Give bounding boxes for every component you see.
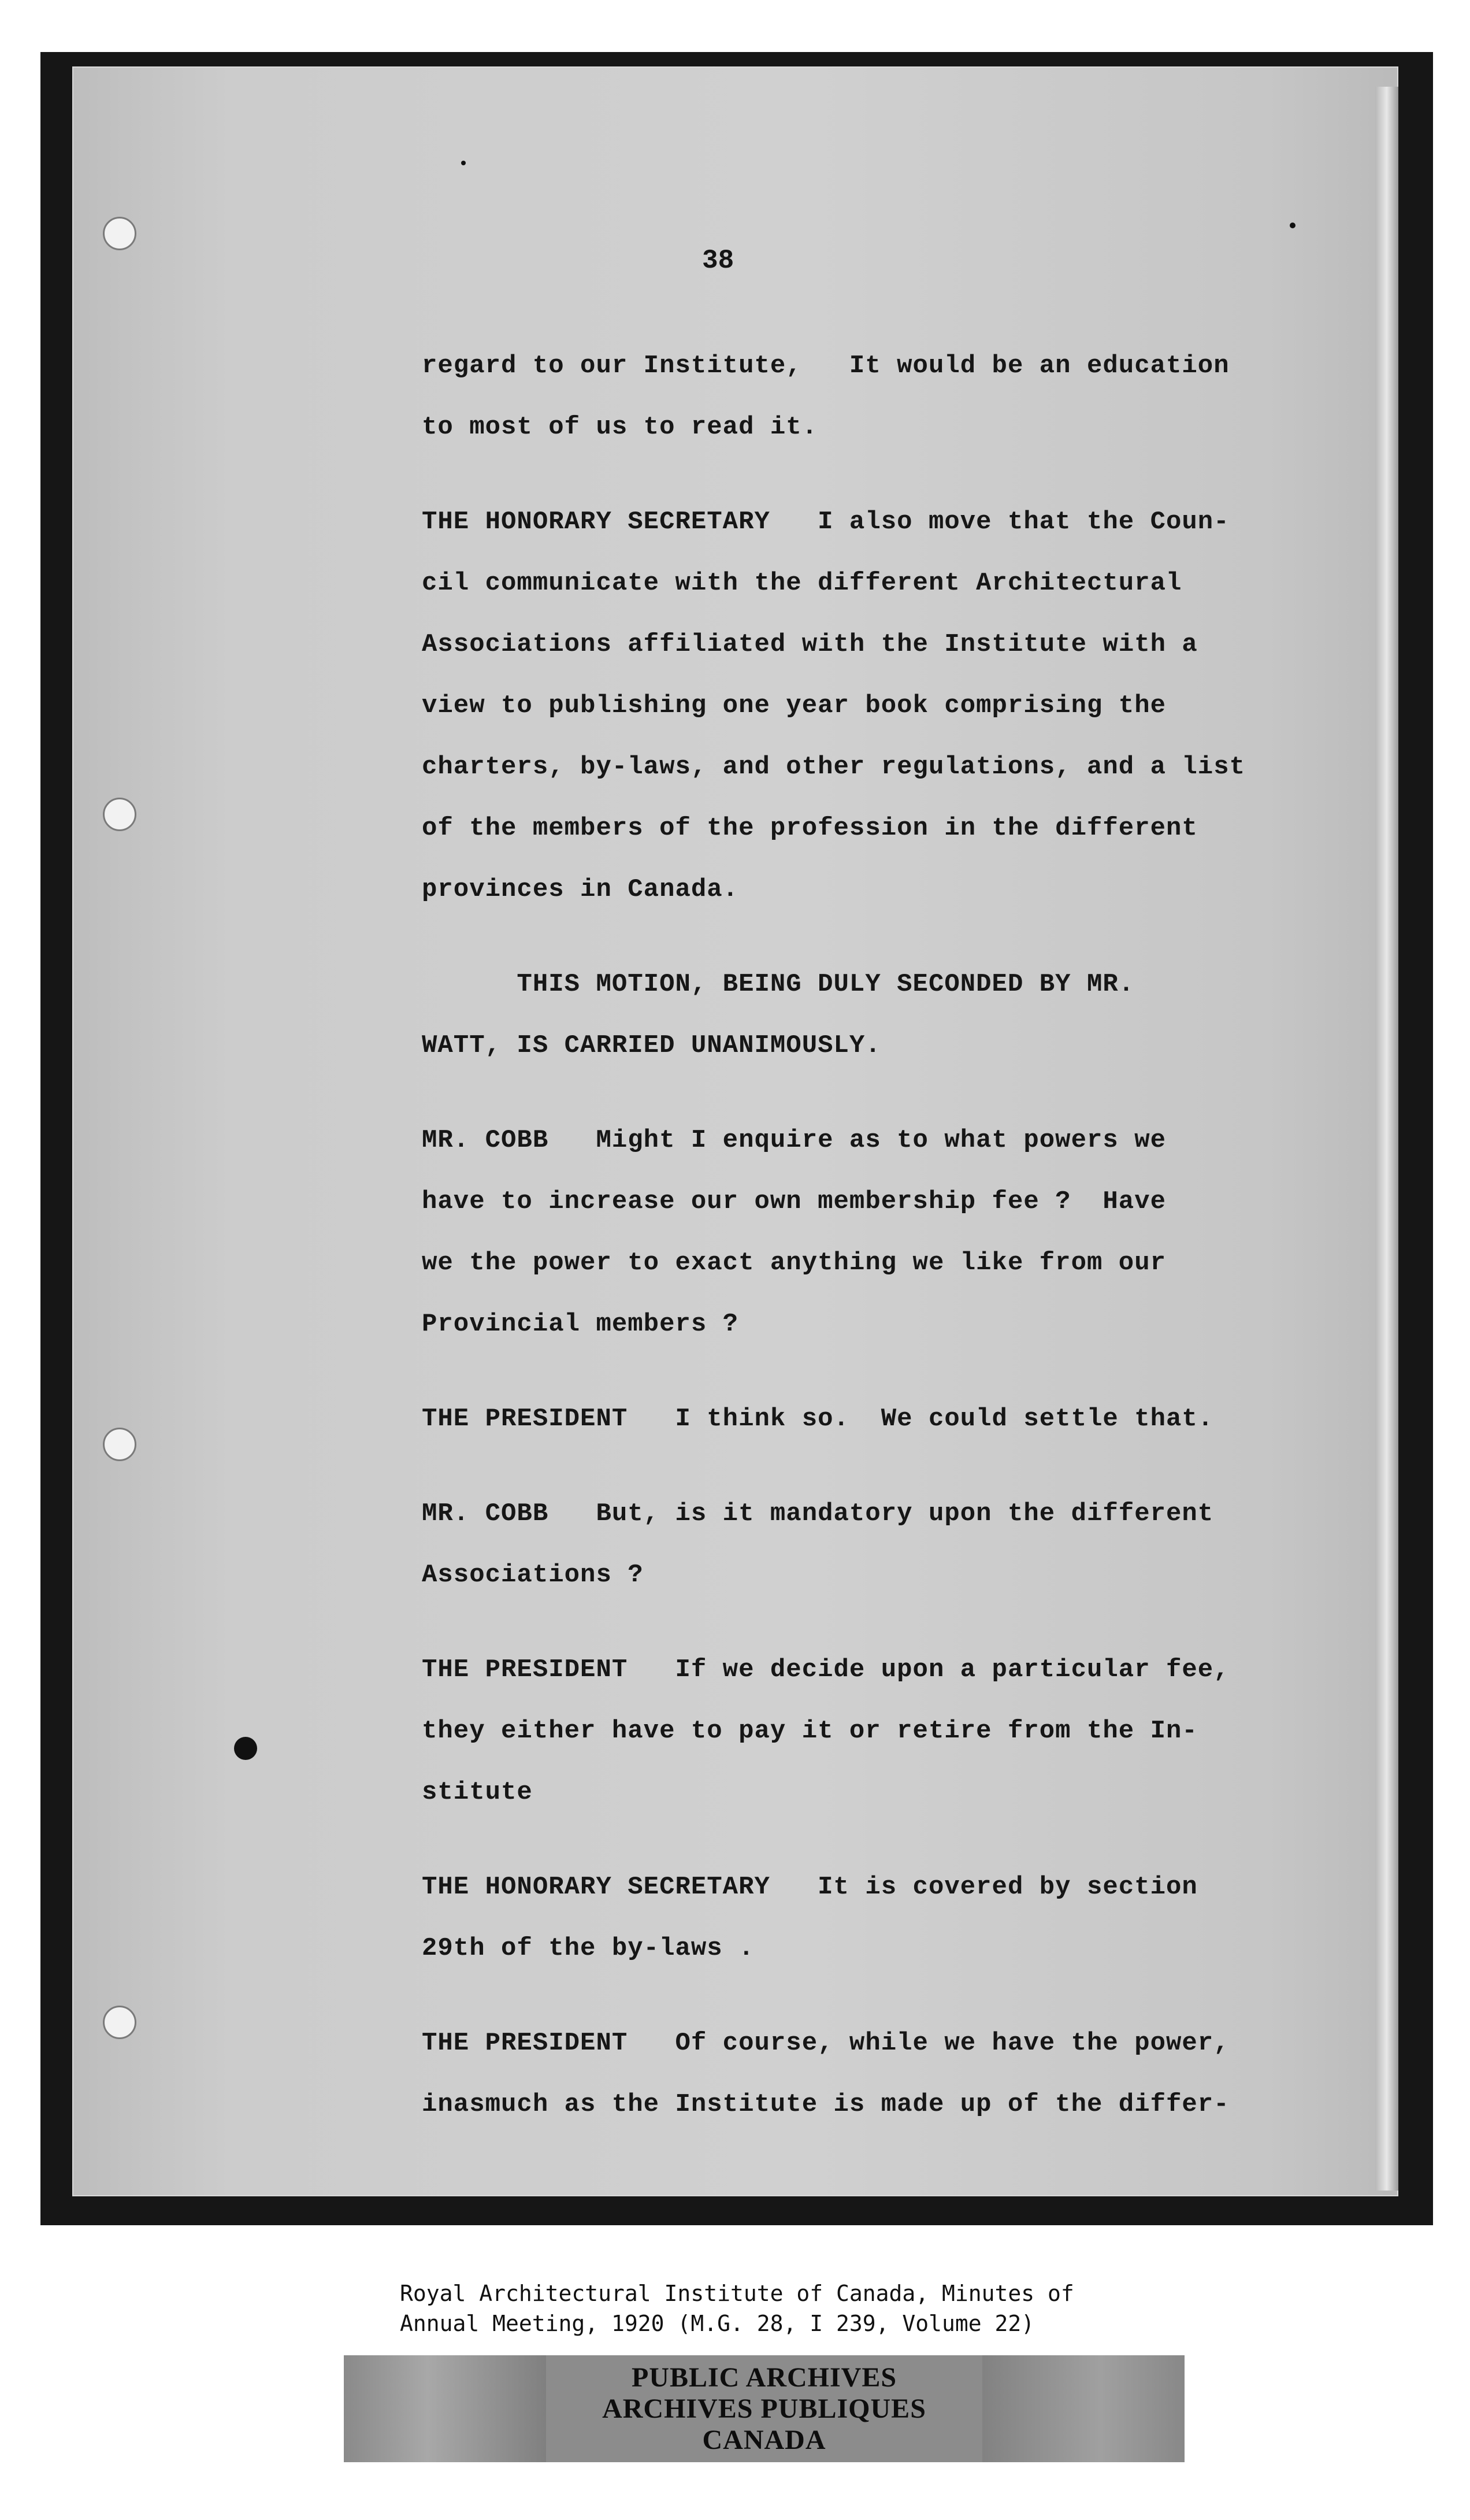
text-line: charters, by-laws, and other regulations, and a list xyxy=(422,753,1246,781)
text-line: THE PRESIDENT Of course, while we have the power, xyxy=(422,2029,1230,2058)
text-line: view to publishing one year book comprising the xyxy=(422,691,1167,720)
citation-line-2: Annual Meeting, 1920 (M.G. 28, I 239, Volume 22) xyxy=(400,2311,1035,2336)
text-line: Provincial members ? xyxy=(422,1310,739,1339)
text-line: Associations ? xyxy=(422,1561,644,1589)
text-line: MR. COBB But, is it mandatory upon the different xyxy=(422,1499,1214,1528)
punch-hole-icon xyxy=(103,798,136,831)
text-line: we the power to exact anything we like from our xyxy=(422,1248,1167,1277)
paragraph-gap xyxy=(422,458,1306,491)
stamp-line-1: PUBLIC ARCHIVES xyxy=(631,2362,897,2393)
archive-citation-label xyxy=(364,2271,1138,2347)
text-line: MR. COBB Might I enquire as to what powers we xyxy=(422,1126,1167,1155)
text-line: regard to our Institute, It would be an education xyxy=(422,351,1230,380)
archive-stamp-band xyxy=(344,2355,1185,2462)
text-line: have to increase our own membership fee ? Have xyxy=(422,1187,1167,1216)
text-line: 29th of the by-laws . xyxy=(422,1934,755,1963)
paragraph-gap xyxy=(422,1823,1306,1856)
text-line: THIS MOTION, BEING DULY SECONDED BY MR. xyxy=(422,970,1135,999)
paragraph-gap xyxy=(422,1606,1306,1639)
text-line: to most of us to read it. xyxy=(422,413,818,442)
ink-speck xyxy=(1290,223,1295,228)
archive-stamp xyxy=(546,2355,982,2462)
text-line: cil communicate with the different Architectural xyxy=(422,569,1182,598)
citation-line-1: Royal Architectural Institute of Canada, Minutes of xyxy=(400,2281,1074,2306)
paragraph-gap xyxy=(422,920,1306,954)
paragraph-gap xyxy=(422,1076,1306,1110)
text-line: they either have to pay it or retire from the In- xyxy=(422,1717,1198,1746)
text-line: provinces in Canada. xyxy=(422,875,739,904)
text-line: THE PRESIDENT If we decide upon a particular fee, xyxy=(422,1655,1230,1684)
text-line: THE HONORARY SECRETARY It is covered by section xyxy=(422,1873,1198,1902)
text-line: THE PRESIDENT I think so. We could settle that. xyxy=(422,1404,1214,1433)
text-line: Associations affiliated with the Institute with a xyxy=(422,630,1198,659)
text-line: THE HONORARY SECRETARY I also move that the Coun- xyxy=(422,507,1230,536)
page-edge xyxy=(1375,87,1398,2191)
paragraph-gap xyxy=(422,1450,1306,1483)
text-line: inasmuch as the Institute is made up of the differ- xyxy=(422,2090,1230,2119)
text-line: of the members of the profession in the different xyxy=(422,814,1198,843)
ink-blot xyxy=(234,1737,257,1760)
page-number: 38 xyxy=(702,246,734,276)
stamp-line-2: ARCHIVES PUBLIQUES xyxy=(602,2393,926,2424)
text-line: stitute xyxy=(422,1778,533,1807)
paragraph-gap xyxy=(422,1355,1306,1388)
punch-hole-icon xyxy=(103,217,136,250)
stamp-line-3: CANADA xyxy=(702,2424,826,2455)
paragraph-gap xyxy=(422,1979,1306,2013)
typed-text xyxy=(422,335,1306,2135)
punch-hole-icon xyxy=(103,2006,136,2039)
text-line: WATT, IS CARRIED UNANIMOUSLY. xyxy=(422,1031,881,1060)
ink-speck xyxy=(461,161,466,165)
punch-hole-icon xyxy=(103,1428,136,1461)
